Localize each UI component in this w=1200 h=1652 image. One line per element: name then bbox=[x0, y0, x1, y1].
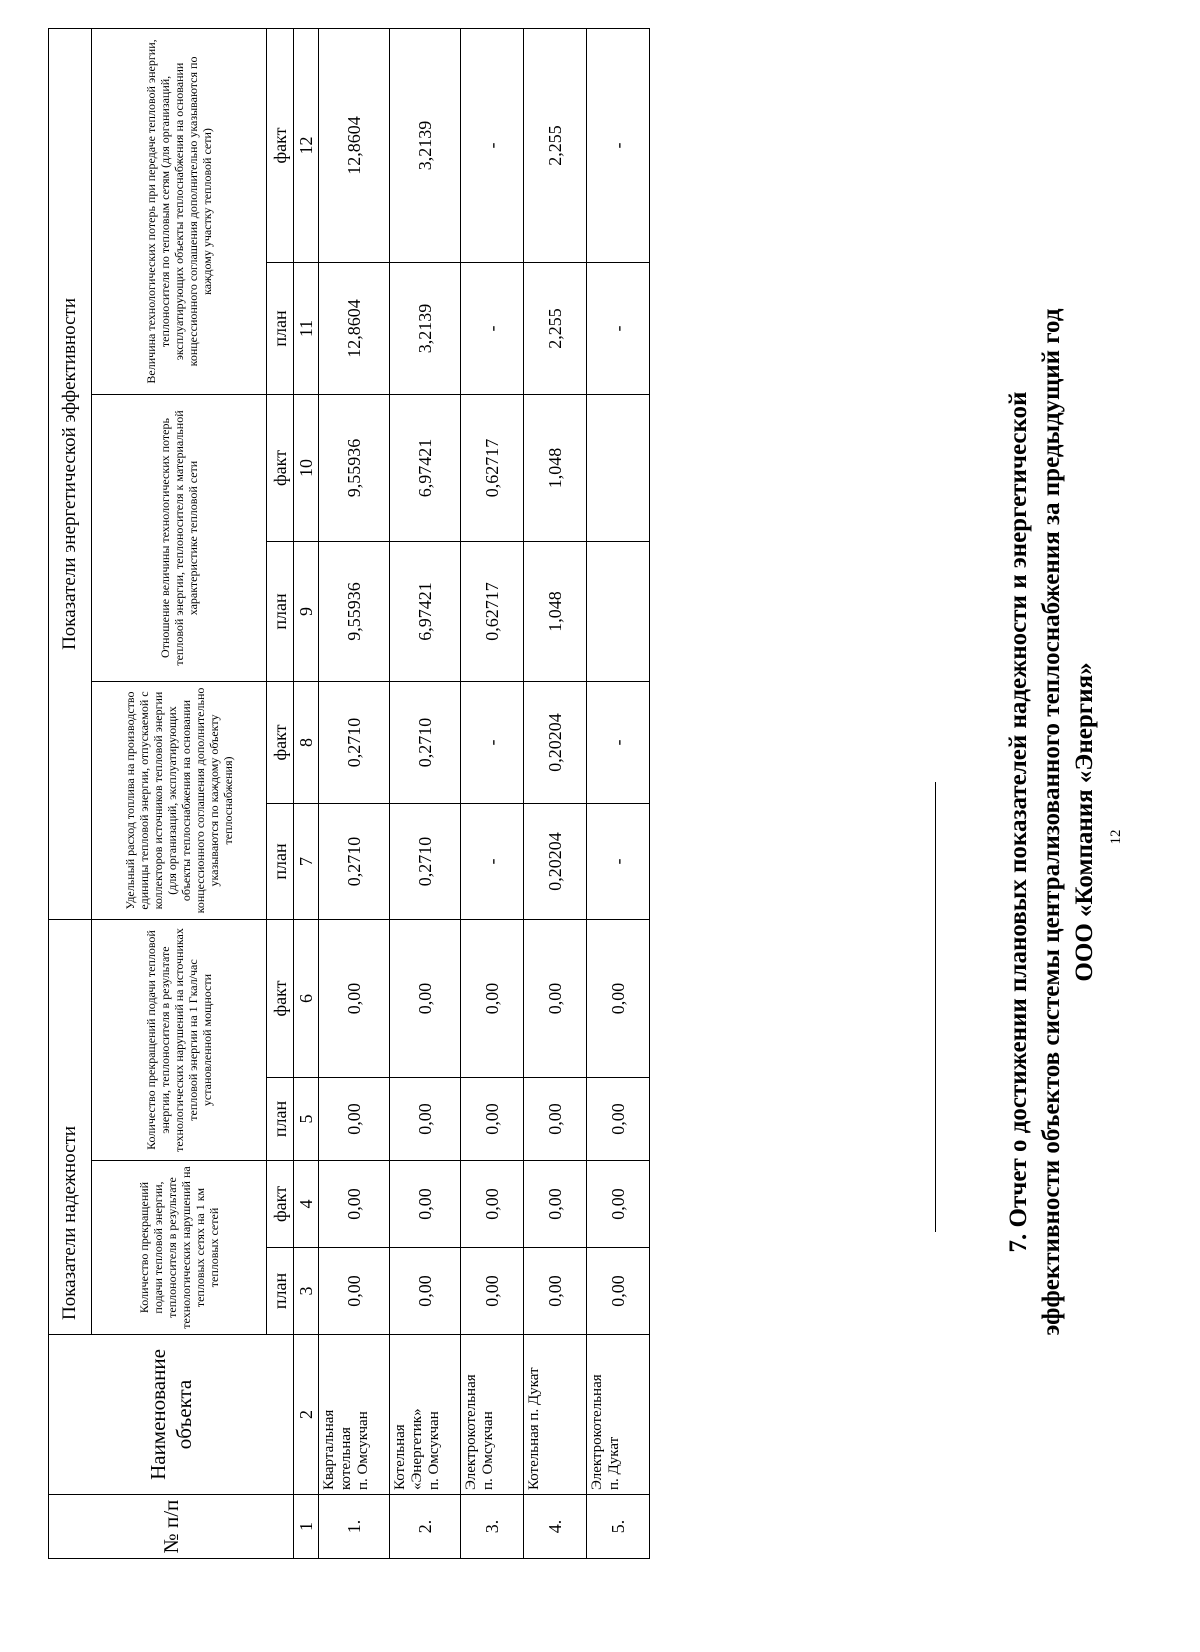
column-number: 7 bbox=[294, 804, 319, 920]
value-cell: 0,00 bbox=[524, 1078, 587, 1161]
value-cell: 0,2710 bbox=[319, 682, 390, 804]
header-plan: план bbox=[267, 1078, 294, 1161]
object-name bbox=[587, 1335, 650, 1495]
value-cell: - bbox=[587, 263, 650, 395]
value-cell: - bbox=[461, 263, 524, 395]
object-name-line: Электрокотельная bbox=[589, 1374, 605, 1490]
header-efficiency: Показатели энергетической эффективности bbox=[49, 28, 92, 919]
value-cell: 1,048 bbox=[524, 395, 587, 542]
value-cell: 0,00 bbox=[524, 1161, 587, 1248]
value-cell: 0,20204 bbox=[524, 682, 587, 804]
object-name-line: п. Дукат bbox=[606, 1436, 622, 1490]
value-cell: 0,62717 bbox=[461, 542, 524, 682]
value-cell: 0,00 bbox=[390, 1078, 461, 1161]
value-cell: - bbox=[461, 682, 524, 804]
object-name-line: Котельная п. Дукат bbox=[526, 1367, 542, 1490]
column-number: 6 bbox=[294, 920, 319, 1078]
header-fact: факт bbox=[267, 395, 294, 542]
column-number: 11 bbox=[294, 263, 319, 395]
signature-rule bbox=[935, 782, 936, 1232]
value-cell: - bbox=[461, 804, 524, 920]
value-cell: 0,00 bbox=[587, 920, 650, 1078]
value-cell: 0,00 bbox=[390, 1161, 461, 1248]
value-cell: 0,62717 bbox=[461, 395, 524, 542]
object-name bbox=[524, 1335, 587, 1495]
header-plan: план bbox=[267, 1248, 294, 1335]
header-fact: факт bbox=[267, 28, 294, 262]
value-cell: - bbox=[587, 28, 650, 262]
page-number: 12 bbox=[1108, 829, 1124, 845]
table-row bbox=[524, 28, 587, 1558]
header-fact: факт bbox=[267, 1161, 294, 1248]
value-cell: 0,00 bbox=[587, 1078, 650, 1161]
value-cell: 0,2710 bbox=[390, 804, 461, 920]
value-cell: - bbox=[587, 804, 650, 920]
object-name-line: п. Омсукчан bbox=[355, 1411, 371, 1490]
value-cell: 0,00 bbox=[319, 920, 390, 1078]
column-number: 10 bbox=[294, 395, 319, 542]
value-cell bbox=[587, 395, 650, 542]
value-cell: 3,2139 bbox=[390, 263, 461, 395]
value-cell: 12,8604 bbox=[319, 263, 390, 395]
value-cell: 0,00 bbox=[319, 1248, 390, 1335]
value-cell: 0,20204 bbox=[524, 804, 587, 920]
value-cell: 0,00 bbox=[524, 1248, 587, 1335]
header-plan: план bbox=[267, 804, 294, 920]
object-name-line: «Энергетик» bbox=[409, 1408, 425, 1490]
table-row bbox=[461, 28, 524, 1558]
header-object-name: Наименование объекта bbox=[49, 1335, 294, 1495]
object-name bbox=[390, 1335, 461, 1495]
value-cell: 12,8604 bbox=[319, 28, 390, 262]
value-cell: 0,00 bbox=[587, 1161, 650, 1248]
value-cell: 6,97421 bbox=[390, 542, 461, 682]
table-row bbox=[587, 28, 650, 1558]
value-cell: 0,00 bbox=[390, 1248, 461, 1335]
value-cell bbox=[587, 542, 650, 682]
row-number: 2. bbox=[390, 1495, 461, 1559]
value-cell: 0,00 bbox=[319, 1161, 390, 1248]
object-name-line: Электрокотельная bbox=[463, 1374, 479, 1490]
header-metric-loss-ratio: Отношение величины технологических потерь тепловой энергии, теплоносителя к материальной характеристике тепловой сети bbox=[92, 395, 267, 682]
value-cell: - bbox=[587, 682, 650, 804]
value-cell: 0,00 bbox=[461, 1078, 524, 1161]
column-number: 3 bbox=[294, 1248, 319, 1335]
header-reliability: Показатели надежности bbox=[49, 920, 92, 1335]
table-row bbox=[319, 28, 390, 1558]
value-cell: 2,255 bbox=[524, 263, 587, 395]
header-num: № п/п bbox=[49, 1495, 294, 1559]
report-title bbox=[1002, 112, 1101, 1532]
header-plan: план bbox=[267, 263, 294, 395]
value-cell: - bbox=[461, 28, 524, 262]
header-metric-fuel-consumption: Удельный расход топлива на производство единицы тепловой энергии, отпускаемой с коллекторов источников тепловой энергии (для организаций, эксплуатирующих объекты теплоснабжения на основании концессионного соглашения дополнительно указываются по каждому объекту теплоснабжения) bbox=[92, 682, 267, 920]
value-cell: 0,2710 bbox=[319, 804, 390, 920]
value-cell: 6,97421 bbox=[390, 395, 461, 542]
column-number: 9 bbox=[294, 542, 319, 682]
value-cell: 9,55936 bbox=[319, 542, 390, 682]
object-name-line: п. Омсукчан bbox=[426, 1411, 442, 1490]
title-line-2: эффективности объектов системы централизованного теплоснабжения за предыдущий год bbox=[1038, 308, 1065, 1336]
value-cell: 2,255 bbox=[524, 28, 587, 262]
value-cell: 0,00 bbox=[587, 1248, 650, 1335]
row-number: 3. bbox=[461, 1495, 524, 1559]
header-metric-source-interruptions: Количество прекращений подачи тепловой энергии, теплоносителя в результате технологических нарушений на источниках тепловой энергии на 1 Гкал/час установленной мощности bbox=[92, 920, 267, 1161]
value-cell: 0,00 bbox=[524, 920, 587, 1078]
value-cell: 3,2139 bbox=[390, 28, 461, 262]
header-fact: факт bbox=[267, 682, 294, 804]
title-line-1: 7. Отчет о достижении плановых показателей надежности и энергетической bbox=[1005, 391, 1032, 1253]
value-cell: 0,00 bbox=[461, 1161, 524, 1248]
object-name-line: Квартальная bbox=[321, 1409, 337, 1490]
header-metric-transmission-losses: Величина технологических потерь при передаче тепловой энергии, теплоносителя по тепловым сетям (для организаций, эксплуатирующих объекты теплоснабжения на основании концессионного соглашения дополнительно указываются по каждому участку тепловой сети) bbox=[92, 28, 267, 394]
value-cell: 1,048 bbox=[524, 542, 587, 682]
object-name-line: Котельная bbox=[392, 1424, 408, 1490]
column-number: 1 bbox=[294, 1495, 319, 1559]
header-fact: факт bbox=[267, 920, 294, 1078]
column-number: 2 bbox=[294, 1335, 319, 1495]
value-cell: 0,2710 bbox=[390, 682, 461, 804]
object-name bbox=[319, 1335, 390, 1495]
row-number: 1. bbox=[319, 1495, 390, 1559]
column-number: 12 bbox=[294, 28, 319, 262]
header-metric-network-interruptions: Количество прекращений подачи тепловой энергии, теплоносителя в результате технологических нарушений на тепловых сетях на 1 км тепловых сетей bbox=[92, 1161, 267, 1335]
value-cell: 0,00 bbox=[461, 920, 524, 1078]
column-number: 5 bbox=[294, 1078, 319, 1161]
row-number: 5. bbox=[587, 1495, 650, 1559]
title-line-3: ООО «Компания «Энергия» bbox=[1071, 662, 1098, 982]
value-cell: 9,55936 bbox=[319, 395, 390, 542]
indicators-table bbox=[48, 28, 650, 1559]
column-number: 4 bbox=[294, 1161, 319, 1248]
column-number: 8 bbox=[294, 682, 319, 804]
table-row bbox=[390, 28, 461, 1558]
value-cell: 0,00 bbox=[319, 1078, 390, 1161]
value-cell: 0,00 bbox=[390, 920, 461, 1078]
row-number: 4. bbox=[524, 1495, 587, 1559]
object-name bbox=[461, 1335, 524, 1495]
object-name-line: п. Омсукчан bbox=[480, 1411, 496, 1490]
header-plan: план bbox=[267, 542, 294, 682]
object-name-line: котельная bbox=[338, 1427, 354, 1490]
value-cell: 0,00 bbox=[461, 1248, 524, 1335]
